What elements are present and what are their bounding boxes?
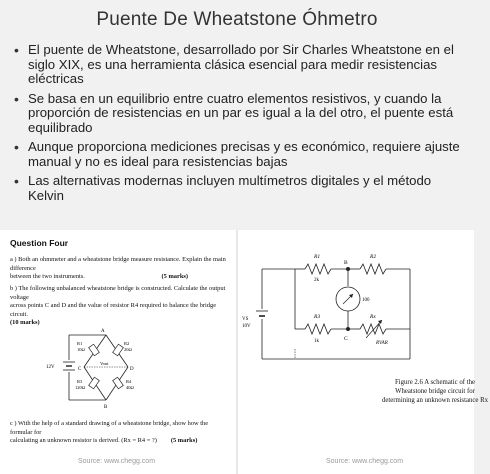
bullet-dot-icon: • bbox=[14, 139, 19, 155]
node-a-label: A bbox=[101, 329, 105, 334]
node-d-label: D bbox=[130, 367, 134, 372]
node-b-label: B bbox=[104, 405, 108, 410]
r3-value: 1k bbox=[314, 339, 319, 344]
bullet-dot-icon: • bbox=[14, 42, 19, 58]
bullet-list bbox=[14, 43, 466, 208]
vout-label: Vout bbox=[100, 361, 109, 366]
figure-caption bbox=[380, 378, 490, 405]
bullet-text: El puente de Wheatstone, desarrollado por Sir Charles Wheatstone en el siglo XIX, es una herramienta clásica esencial para medir resistencias eléctricas bbox=[28, 42, 454, 86]
rx-label: Rx bbox=[370, 314, 376, 320]
node-c-label: C bbox=[78, 367, 82, 372]
schematic-image bbox=[240, 230, 489, 474]
question-c-line: calculating an unknown resistor is derived. (Rx = R4 = ?) (5 marks) bbox=[10, 437, 198, 444]
r3-label: R3 bbox=[77, 379, 83, 384]
r4-label: R4 bbox=[126, 379, 132, 384]
slide-title: Puente De Wheatstone Óhmetro bbox=[96, 9, 378, 30]
question-image bbox=[4, 230, 234, 474]
figure-caption-line: determining an unknown resistance Rx bbox=[381, 397, 489, 404]
vs-value: 10V bbox=[242, 324, 251, 329]
question-b-line: across points C and D and the value of resistor R4 required to balance the bridge circuit. bbox=[10, 302, 217, 318]
r3-label: R3 bbox=[314, 314, 321, 320]
r1-label: R1 bbox=[77, 341, 83, 346]
bullet-item bbox=[14, 92, 466, 136]
question-a-line: between the two instruments. (5 marks) bbox=[10, 273, 188, 280]
bullet-item bbox=[14, 174, 466, 203]
bullet-item bbox=[14, 140, 466, 169]
image-credit: Source: www.chegg.com bbox=[78, 458, 156, 465]
r2-value: 20Ω bbox=[124, 347, 132, 352]
question-heading: Question Four bbox=[10, 238, 69, 248]
r1-value: 10Ω bbox=[77, 347, 85, 352]
node-b-label: B bbox=[344, 260, 348, 266]
question-b-line: b ) The following unbalanced wheatstone bridge is constructed. Calculate the output voltage bbox=[10, 285, 226, 301]
r2-label: R2 bbox=[124, 341, 130, 346]
r1-value: 2k bbox=[314, 278, 319, 283]
r3-value: 120Ω bbox=[75, 385, 86, 390]
question-c-line: c ) With the help of a standard drawing of a wheatstone bridge, show how the formular for bbox=[10, 420, 209, 436]
image-credit: Source: www.chegg.com bbox=[326, 458, 404, 465]
image-divider bbox=[236, 230, 238, 474]
bullet-item bbox=[14, 43, 466, 87]
r4-value: 40Ω bbox=[126, 385, 134, 390]
question-b-marks: (10 marks) bbox=[10, 319, 40, 326]
question-c bbox=[10, 420, 228, 446]
figure-caption-line: Figure 2.6 A schematic of the Wheatstone bridge circuit for bbox=[394, 379, 476, 395]
bullet-text: Aunque proporciona mediciones precisas y es económico, requiere ajuste manual y no es ideal para resistencias bajas bbox=[28, 139, 460, 169]
meter-value: 100 bbox=[362, 298, 370, 303]
question-b bbox=[10, 285, 228, 328]
supply-voltage-label: 12V bbox=[46, 365, 55, 370]
question-a bbox=[10, 256, 228, 282]
wheatstone-schematic bbox=[240, 234, 474, 379]
r1-label: R1 bbox=[314, 254, 321, 260]
bullet-dot-icon: • bbox=[14, 173, 19, 189]
vs-label: VS bbox=[242, 317, 249, 322]
node-c-label: C bbox=[344, 336, 348, 342]
bridge-circuit-diagram bbox=[44, 325, 164, 410]
bullet-text: Se basa en un equilibrio entre cuatro elementos resistivos, y cuando la proporción de resistencias en un par es igual a la del otro, el puente está equilibrado bbox=[28, 90, 454, 135]
bullet-text: Las alternativas modernas incluyen multímetros digitales y el método Kelvin bbox=[28, 173, 432, 203]
r2-label: R2 bbox=[370, 254, 377, 260]
question-a-line: a ) Both an ohmmeter and a wheatstone bridge measure resistance. Explain the main difference bbox=[10, 256, 226, 272]
bullet-dot-icon: • bbox=[14, 90, 19, 107]
rvar-label: RVAR bbox=[376, 341, 388, 346]
